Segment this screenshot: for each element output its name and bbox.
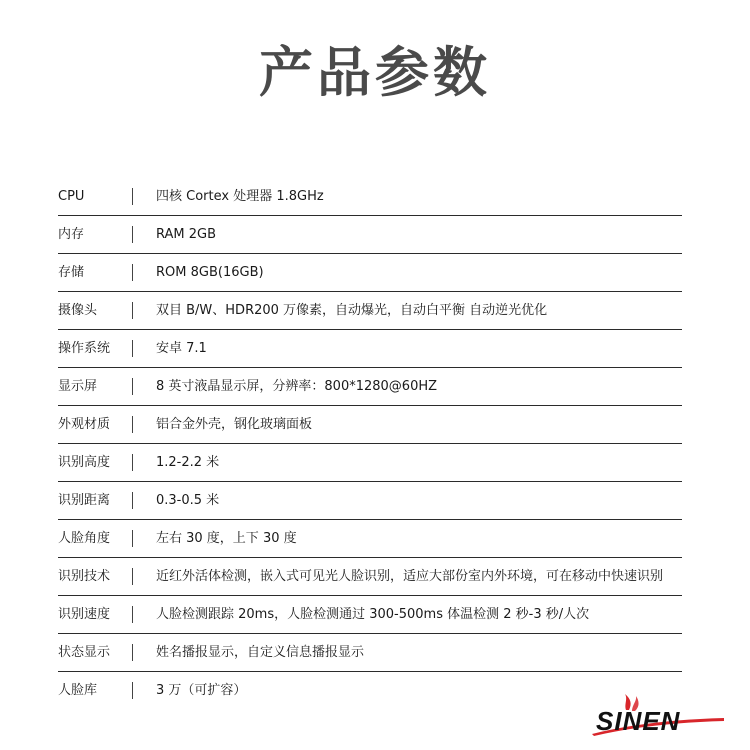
spec-value: 姓名播报显示，自定义信息播报显示 [156,645,365,660]
spec-row-os [58,330,682,368]
spec-label: 操作系统 [58,341,111,356]
spec-row-memory [58,216,682,254]
spec-row-recognition-height [58,444,682,482]
divider [132,644,133,661]
spec-label: 存储 [58,265,85,280]
spec-label: 人脸库 [58,683,98,698]
spec-table [58,178,682,710]
brand-logo-graphic [588,694,728,738]
spec-row-recognition-speed [58,596,682,634]
spec-label: 状态显示 [58,645,111,660]
spec-label: 识别速度 [58,607,111,622]
divider [132,568,133,585]
spec-label: 摄像头 [58,303,98,318]
spec-label: 显示屏 [58,379,98,394]
divider [132,264,133,281]
spec-label: 识别高度 [58,455,111,470]
spec-row-recognition-tech [58,558,682,596]
spec-value: 安卓 7.1 [156,341,207,356]
spec-label: CPU [58,189,85,204]
spec-value: RAM 2GB [156,227,217,242]
divider [132,492,133,509]
spec-value: 1.2-2.2 米 [156,455,220,470]
spec-value: 0.3-0.5 米 [156,493,220,508]
divider [132,188,133,205]
divider [132,416,133,433]
spec-label: 识别距离 [58,493,111,508]
spec-value: ROM 8GB(16GB) [156,265,264,280]
spec-label: 识别技术 [58,569,111,584]
divider [132,530,133,547]
spec-row-cpu [58,178,682,216]
spec-label: 外观材质 [58,417,111,432]
spec-row-status-display [58,634,682,672]
spec-row-camera [58,292,682,330]
spec-label: 人脸角度 [58,531,111,546]
spec-value: 铝合金外壳，钢化玻璃面板 [156,417,313,432]
spec-value: 人脸检测跟踪 20ms，人脸检测通过 300-500ms 体温检测 2 秒-3 秒/人次 [156,607,590,622]
divider [132,378,133,395]
divider [132,302,133,319]
brand-logo [588,694,728,738]
spec-value: 8 英寸液晶显示屏，分辨率：800*1280@60HZ [156,379,438,394]
spec-row-storage [58,254,682,292]
divider [132,606,133,623]
page-title: 产品参数 [259,41,491,104]
spec-value: 四核 Cortex 处理器 1.8GHz [156,189,324,204]
spec-value: 双目 B/W、HDR200 万像素，自动爆光，自动白平衡 自动逆光优化 [156,303,548,318]
spec-value: 3 万（可扩容） [156,683,247,698]
divider [132,682,133,699]
spec-row-face-angle [58,520,682,558]
divider [132,454,133,471]
brand-logo-text: SINEN [596,706,681,736]
spec-value: 左右 30 度，上下 30 度 [156,531,297,546]
spec-value: 近红外活体检测，嵌入式可见光人脸识别，适应大部份室内外环境，可在移动中快速识别 [156,569,664,584]
spec-row-material [58,406,682,444]
spec-row-recognition-distance [58,482,682,520]
divider [132,226,133,243]
divider [132,340,133,357]
spec-row-display [58,368,682,406]
spec-label: 内存 [58,227,85,242]
